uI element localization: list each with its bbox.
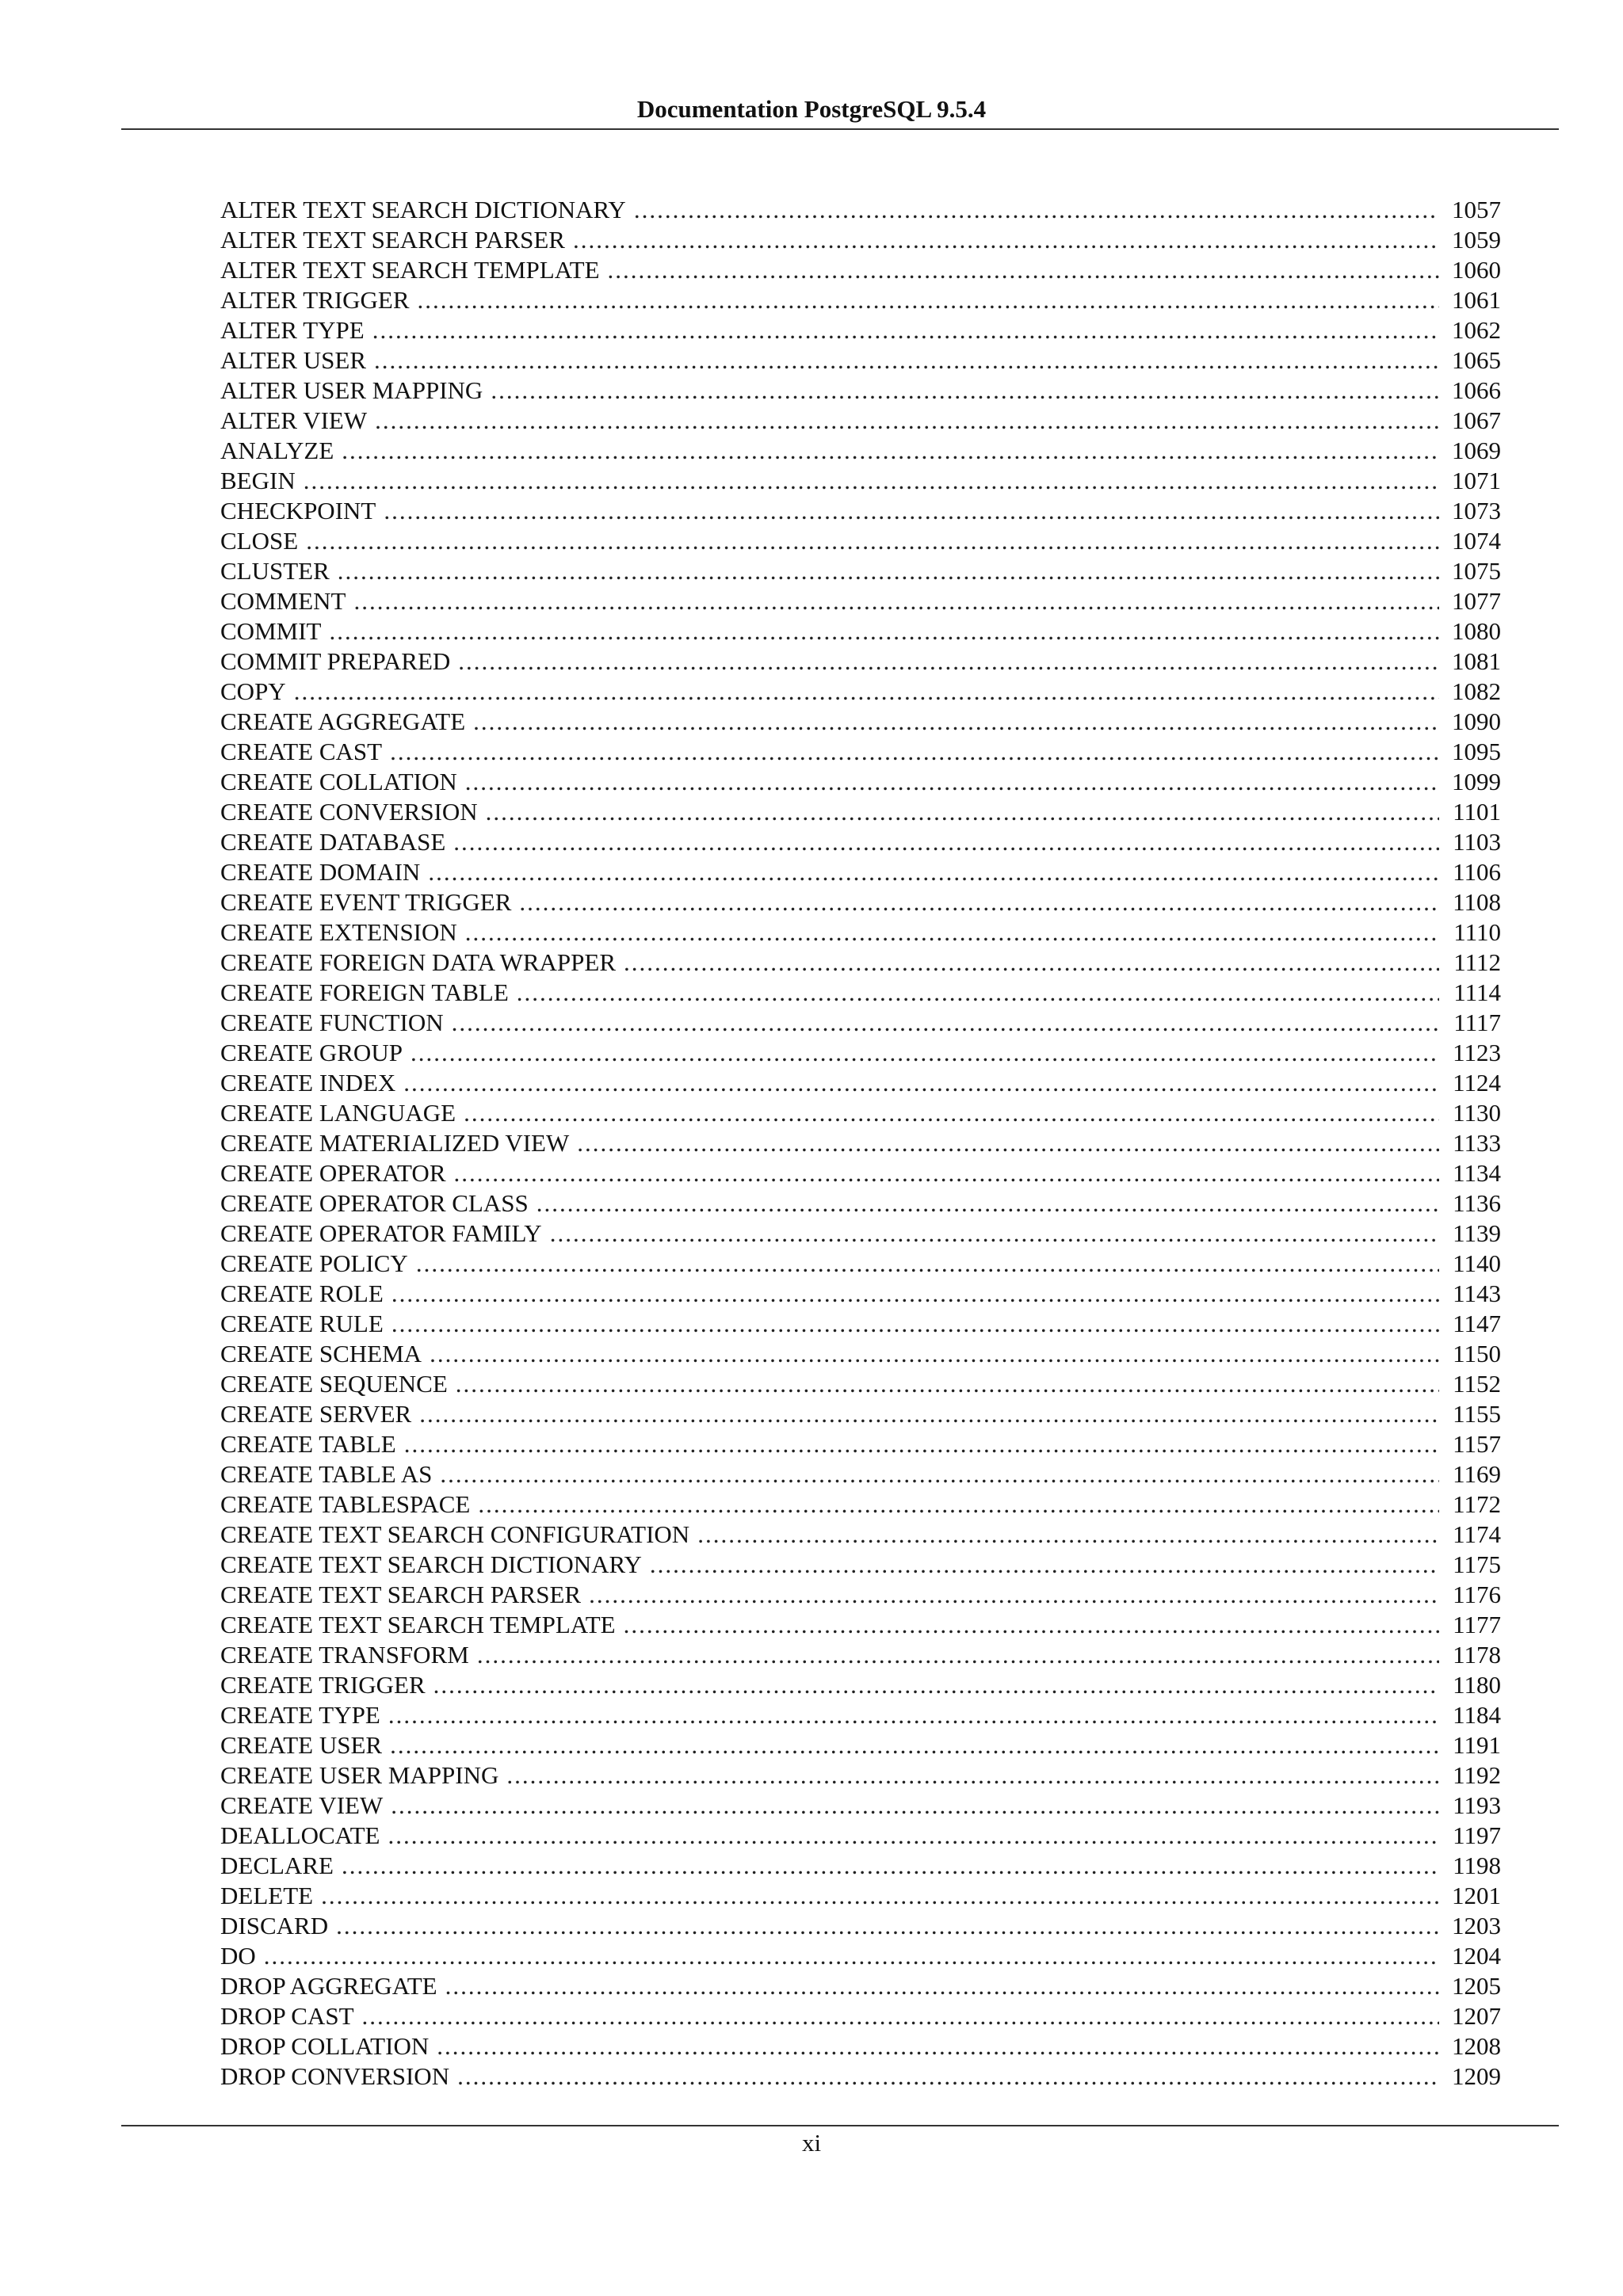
toc-entry-page: 1192: [1453, 1761, 1501, 1789]
toc-entry-page: 1139: [1453, 1219, 1501, 1247]
toc-entry[interactable]: [220, 948, 1501, 978]
toc-entry[interactable]: [220, 1851, 1501, 1881]
toc-entry-title: BEGIN: [220, 467, 296, 494]
toc-dot-leader: [453, 827, 1439, 857]
toc-entry-page: 1176: [1453, 1581, 1501, 1608]
toc-entry[interactable]: [220, 1098, 1501, 1128]
toc-entry-title: ALTER TEXT SEARCH PARSER: [220, 226, 565, 254]
toc-entry-title: CREATE FUNCTION: [220, 1009, 444, 1036]
toc-entry-title: DISCARD: [220, 1912, 329, 1939]
toc-entry[interactable]: [220, 2001, 1501, 2031]
toc-entry-title: CREATE POLICY: [220, 1249, 408, 1277]
toc-dot-leader: [445, 1971, 1439, 2001]
toc-entry-title: CREATE EVENT TRIGGER: [220, 888, 512, 916]
toc-entry-title: COPY: [220, 677, 286, 705]
toc-dot-leader: [428, 857, 1439, 887]
toc-entry-page: 1071: [1452, 467, 1501, 494]
toc-entry[interactable]: [220, 797, 1501, 827]
toc-entry-page: 1207: [1452, 2002, 1501, 2030]
toc-entry-title: ALTER USER: [220, 346, 367, 374]
toc-entry[interactable]: [220, 2031, 1501, 2061]
toc-dot-leader: [388, 1821, 1439, 1851]
toc-entry-page: 1208: [1452, 2032, 1501, 2060]
toc-entry-page: 1073: [1452, 497, 1501, 524]
toc-entry[interactable]: [220, 2061, 1501, 2092]
toc-entry[interactable]: [220, 827, 1501, 857]
toc-entry-title: CREATE CAST: [220, 738, 383, 765]
toc-dot-leader: [634, 195, 1439, 225]
toc-entry-title: CREATE OPERATOR: [220, 1159, 446, 1187]
toc-dot-leader: [537, 1188, 1439, 1219]
toc-dot-leader: [391, 1279, 1439, 1309]
toc-entry-title: CREATE COLLATION: [220, 768, 457, 795]
toc-entry[interactable]: [220, 1791, 1501, 1821]
toc-entry[interactable]: [220, 1429, 1501, 1459]
toc-dot-leader: [411, 1038, 1439, 1068]
toc-entry-page: 1110: [1453, 918, 1501, 946]
toc-entry-title: ALTER VIEW: [220, 406, 368, 434]
toc-dot-leader: [304, 466, 1439, 496]
toc-dot-leader: [404, 1429, 1439, 1459]
toc-entry-title: CREATE USER MAPPING: [220, 1761, 499, 1789]
toc-entry[interactable]: [220, 1821, 1501, 1851]
toc-entry-title: CREATE MATERIALIZED VIEW: [220, 1129, 570, 1157]
toc-entry[interactable]: [220, 616, 1501, 646]
toc-entry-page: 1184: [1453, 1701, 1501, 1729]
toc-dot-leader: [624, 948, 1439, 978]
toc-entry-title: CREATE TABLE: [220, 1430, 396, 1458]
toc-dot-leader: [294, 677, 1439, 707]
toc-entry[interactable]: [220, 1489, 1501, 1520]
toc-entry-page: 1057: [1452, 196, 1501, 223]
toc-entry-page: 1123: [1453, 1039, 1501, 1066]
toc-entry-title: CREATE SEQUENCE: [220, 1370, 448, 1398]
toc-entry-title: DECLARE: [220, 1852, 334, 1879]
toc-entry[interactable]: [220, 496, 1501, 526]
toc-entry[interactable]: [220, 1760, 1501, 1791]
toc-dot-leader: [440, 1459, 1439, 1489]
toc-dot-leader: [464, 1098, 1439, 1128]
toc-entry-title: CREATE SCHEMA: [220, 1340, 422, 1367]
toc-dot-leader: [577, 1128, 1439, 1158]
toc-entry-page: 1081: [1452, 647, 1501, 675]
toc-entry-page: 1065: [1452, 346, 1501, 374]
toc-entry-page: 1112: [1453, 948, 1501, 976]
toc-dot-leader: [418, 285, 1439, 315]
toc-entry-title: CREATE TEXT SEARCH PARSER: [220, 1581, 582, 1608]
toc-entry-title: DEALLOCATE: [220, 1821, 380, 1849]
toc-entry-title: COMMENT: [220, 587, 346, 615]
toc-entry-page: 1140: [1453, 1249, 1501, 1277]
toc-dot-leader: [486, 797, 1439, 827]
toc-entry[interactable]: [220, 466, 1501, 496]
toc-entry-title: DROP AGGREGATE: [220, 1972, 437, 2000]
toc-entry[interactable]: [220, 1670, 1501, 1700]
toc-entry-title: ALTER TEXT SEARCH TEMPLATE: [220, 256, 600, 284]
toc-entry[interactable]: [220, 1219, 1501, 1249]
toc-entry[interactable]: [220, 1971, 1501, 2001]
toc-entry[interactable]: [220, 225, 1501, 255]
footer-rule: [121, 2125, 1559, 2126]
toc-dot-leader: [478, 1489, 1439, 1520]
toc-entry-page: 1130: [1453, 1099, 1501, 1127]
toc-dot-leader: [321, 1881, 1439, 1911]
toc-dot-leader: [264, 1941, 1439, 1971]
toc-entry[interactable]: [220, 1881, 1501, 1911]
toc-dot-leader: [353, 586, 1439, 616]
page-header-title: Documentation PostgreSQL 9.5.4: [636, 95, 987, 123]
toc-entry[interactable]: [220, 1640, 1501, 1670]
toc-entry-page: 1152: [1453, 1370, 1501, 1398]
toc-entry[interactable]: [220, 436, 1501, 466]
toc-dot-leader: [589, 1580, 1439, 1610]
toc-entry-page: 1155: [1453, 1400, 1501, 1428]
toc-entry-page: 1136: [1453, 1189, 1501, 1217]
toc-entry-page: 1175: [1453, 1550, 1501, 1578]
toc-dot-leader: [338, 556, 1439, 586]
toc-entry-title: CREATE FOREIGN DATA WRAPPER: [220, 948, 617, 976]
toc-dot-leader: [374, 345, 1439, 376]
toc-entry-title: CLOSE: [220, 527, 299, 555]
toc-entry-page: 1067: [1452, 406, 1501, 434]
toc-entry-title: CREATE GROUP: [220, 1039, 403, 1066]
toc-entry-page: 1198: [1453, 1852, 1501, 1879]
toc-entry-title: CREATE VIEW: [220, 1791, 384, 1819]
toc-dot-leader: [517, 978, 1439, 1008]
toc-entry-page: 1143: [1453, 1280, 1501, 1307]
toc-entry[interactable]: [220, 376, 1501, 406]
toc-entry[interactable]: [220, 195, 1501, 225]
toc-entry-page: 1169: [1453, 1460, 1501, 1488]
toc-entry[interactable]: [220, 887, 1501, 917]
toc-entry-title: DELETE: [220, 1882, 314, 1909]
toc-entry-page: 1062: [1452, 316, 1501, 344]
toc-dot-leader: [384, 496, 1439, 526]
toc-entry[interactable]: [220, 737, 1501, 767]
toc-entry-title: CREATE LANGUAGE: [220, 1099, 456, 1127]
toc-entry-page: 1114: [1453, 978, 1501, 1006]
toc-entry-title: CREATE RULE: [220, 1310, 384, 1337]
toc-dot-leader: [465, 767, 1439, 797]
toc-entry-page: 1180: [1453, 1671, 1501, 1699]
toc-entry-title: CREATE TEXT SEARCH CONFIGURATION: [220, 1520, 690, 1548]
toc-dot-leader: [419, 1399, 1439, 1429]
toc-entry-title: DROP CONVERSION: [220, 2062, 450, 2090]
toc-entry[interactable]: [220, 406, 1501, 436]
toc-entry-title: CREATE TYPE: [220, 1701, 380, 1729]
toc-entry-page: 1059: [1452, 226, 1501, 254]
toc-dot-leader: [430, 1339, 1439, 1369]
toc-dot-leader: [433, 1670, 1439, 1700]
toc-entry[interactable]: [220, 1700, 1501, 1730]
toc-dot-leader: [454, 1158, 1440, 1188]
toc-entry-page: 1204: [1452, 1942, 1501, 1970]
toc-entry-page: 1060: [1452, 256, 1501, 284]
toc-entry[interactable]: [220, 556, 1501, 586]
toc-entry-page: 1074: [1452, 527, 1501, 555]
toc-entry-title: DO: [220, 1942, 256, 1970]
toc-entry[interactable]: [220, 285, 1501, 315]
toc-entry-title: CREATE DOMAIN: [220, 858, 421, 886]
toc-entry-page: 1106: [1453, 858, 1501, 886]
toc-entry-title: COMMIT PREPARED: [220, 647, 451, 675]
toc-dot-leader: [342, 1851, 1439, 1881]
toc-entry-page: 1090: [1452, 707, 1501, 735]
toc-entry-title: CREATE CONVERSION: [220, 798, 478, 826]
toc-dot-leader: [456, 1369, 1439, 1399]
toc-entry-page: 1066: [1452, 376, 1501, 404]
toc-entry[interactable]: [220, 1339, 1501, 1369]
toc-entry-title: ALTER TYPE: [220, 316, 365, 344]
toc-entry[interactable]: [220, 255, 1501, 285]
header-rule: [121, 128, 1559, 130]
toc-entry[interactable]: [220, 1068, 1501, 1098]
toc-dot-leader: [573, 225, 1439, 255]
toc-entry[interactable]: [220, 917, 1501, 948]
toc-entry[interactable]: [220, 1038, 1501, 1068]
toc-entry-page: 1191: [1453, 1731, 1501, 1759]
toc-dot-leader: [550, 1219, 1439, 1249]
toc-entry[interactable]: [220, 1730, 1501, 1760]
toc-entry[interactable]: [220, 345, 1501, 376]
toc-entry[interactable]: [220, 1279, 1501, 1309]
toc-dot-leader: [342, 436, 1439, 466]
toc-entry-page: 1133: [1453, 1129, 1501, 1157]
toc-entry-title: CREATE TABLE AS: [220, 1460, 433, 1488]
toc-entry-title: CREATE TRANSFORM: [220, 1641, 469, 1669]
toc-entry-title: CREATE DATABASE: [220, 828, 446, 856]
table-of-contents: [220, 195, 1501, 2092]
toc-entry[interactable]: [220, 1580, 1501, 1610]
toc-entry[interactable]: [220, 707, 1501, 737]
toc-entry-title: ALTER TEXT SEARCH DICTIONARY: [220, 196, 626, 223]
toc-entry-title: CREATE SERVER: [220, 1400, 412, 1428]
toc-dot-leader: [452, 1008, 1439, 1038]
toc-entry[interactable]: [220, 1610, 1501, 1640]
toc-entry-page: 1157: [1453, 1430, 1501, 1458]
toc-dot-leader: [336, 1911, 1439, 1941]
toc-dot-leader: [329, 616, 1439, 646]
toc-entry-title: CLUSTER: [220, 557, 330, 585]
toc-dot-leader: [457, 2061, 1439, 2092]
toc-entry-title: DROP CAST: [220, 2002, 354, 2030]
toc-entry[interactable]: [220, 1369, 1501, 1399]
toc-dot-leader: [391, 1791, 1439, 1821]
toc-entry-page: 1172: [1453, 1490, 1501, 1518]
toc-entry-page: 1108: [1453, 888, 1501, 916]
toc-dot-leader: [437, 2031, 1439, 2061]
toc-entry-page: 1201: [1452, 1882, 1501, 1909]
toc-dot-leader: [697, 1520, 1439, 1550]
toc-entry[interactable]: [220, 1459, 1501, 1489]
toc-entry[interactable]: [220, 1911, 1501, 1941]
toc-entry[interactable]: [220, 586, 1501, 616]
toc-entry-title: CREATE FOREIGN TABLE: [220, 978, 509, 1006]
toc-entry[interactable]: [220, 857, 1501, 887]
toc-dot-leader: [608, 255, 1439, 285]
toc-entry[interactable]: [220, 1941, 1501, 1971]
toc-entry-page: 1177: [1453, 1611, 1501, 1638]
toc-entry-title: CREATE OPERATOR CLASS: [220, 1189, 529, 1217]
toc-dot-leader: [491, 376, 1439, 406]
toc-dot-leader: [416, 1249, 1439, 1279]
toc-dot-leader: [362, 2001, 1439, 2031]
toc-entry-page: 1077: [1452, 587, 1501, 615]
toc-entry[interactable]: [220, 1249, 1501, 1279]
toc-dot-leader: [477, 1640, 1439, 1670]
toc-entry-title: CREATE AGGREGATE: [220, 707, 466, 735]
toc-entry-page: 1082: [1452, 677, 1501, 705]
toc-dot-leader: [372, 315, 1439, 345]
toc-dot-leader: [506, 1760, 1439, 1791]
toc-entry-page: 1147: [1453, 1310, 1501, 1337]
toc-dot-leader: [375, 406, 1439, 436]
toc-entry-page: 1080: [1452, 617, 1501, 645]
toc-entry[interactable]: [220, 526, 1501, 556]
toc-entry-page: 1099: [1452, 768, 1501, 795]
toc-entry-title: CREATE USER: [220, 1731, 383, 1759]
toc-entry-title: CREATE EXTENSION: [220, 918, 457, 946]
toc-entry-page: 1124: [1453, 1069, 1501, 1097]
toc-dot-leader: [403, 1068, 1439, 1098]
toc-entry-title: ANALYZE: [220, 437, 334, 464]
toc-dot-leader: [458, 646, 1439, 677]
toc-dot-leader: [306, 526, 1439, 556]
toc-entry-page: 1205: [1452, 1972, 1501, 2000]
toc-dot-leader: [624, 1610, 1439, 1640]
toc-dot-leader: [650, 1550, 1439, 1580]
toc-dot-leader: [465, 917, 1439, 948]
toc-entry[interactable]: [220, 1399, 1501, 1429]
toc-entry-page: 1101: [1453, 798, 1501, 826]
page-number: xi: [801, 2129, 822, 2157]
toc-dot-leader: [473, 707, 1439, 737]
toc-entry[interactable]: [220, 677, 1501, 707]
toc-entry-page: 1103: [1453, 828, 1501, 856]
toc-dot-leader: [390, 737, 1439, 767]
toc-entry[interactable]: [220, 646, 1501, 677]
toc-entry[interactable]: [220, 1309, 1501, 1339]
toc-entry-title: CREATE TEXT SEARCH TEMPLATE: [220, 1611, 616, 1638]
toc-dot-leader: [391, 1309, 1439, 1339]
toc-entry-title: CREATE TABLESPACE: [220, 1490, 471, 1518]
toc-entry-page: 1061: [1452, 286, 1501, 314]
toc-entry-title: CREATE TRIGGER: [220, 1671, 426, 1699]
toc-entry[interactable]: [220, 1550, 1501, 1580]
toc-entry-page: 1134: [1453, 1159, 1501, 1187]
toc-dot-leader: [390, 1730, 1439, 1760]
toc-dot-leader: [388, 1700, 1439, 1730]
toc-entry-title: DROP COLLATION: [220, 2032, 430, 2060]
toc-entry-page: 1193: [1453, 1791, 1501, 1819]
toc-entry[interactable]: [220, 978, 1501, 1008]
toc-entry-page: 1150: [1453, 1340, 1501, 1367]
toc-dot-leader: [519, 887, 1439, 917]
toc-entry-title: CREATE OPERATOR FAMILY: [220, 1219, 542, 1247]
toc-entry-page: 1197: [1453, 1821, 1501, 1849]
toc-entry[interactable]: [220, 1520, 1501, 1550]
toc-entry-page: 1117: [1453, 1009, 1501, 1036]
toc-entry-title: COMMIT: [220, 617, 322, 645]
toc-entry-title: ALTER TRIGGER: [220, 286, 410, 314]
toc-entry-page: 1178: [1453, 1641, 1501, 1669]
toc-entry-page: 1174: [1453, 1520, 1501, 1548]
toc-entry[interactable]: [220, 315, 1501, 345]
toc-entry[interactable]: [220, 1008, 1501, 1038]
toc-entry-title: CHECKPOINT: [220, 497, 376, 524]
toc-entry-page: 1095: [1452, 738, 1501, 765]
toc-entry[interactable]: [220, 767, 1501, 797]
toc-entry-title: CREATE INDEX: [220, 1069, 396, 1097]
toc-entry-title: CREATE ROLE: [220, 1280, 384, 1307]
toc-entry[interactable]: [220, 1188, 1501, 1219]
toc-entry-page: 1203: [1452, 1912, 1501, 1939]
toc-entry-page: 1069: [1452, 437, 1501, 464]
toc-entry[interactable]: [220, 1128, 1501, 1158]
toc-entry-title: ALTER USER MAPPING: [220, 376, 483, 404]
toc-entry-title: CREATE TEXT SEARCH DICTIONARY: [220, 1550, 642, 1578]
toc-entry-page: 1075: [1452, 557, 1501, 585]
toc-entry-page: 1209: [1452, 2062, 1501, 2090]
toc-entry[interactable]: [220, 1158, 1501, 1188]
